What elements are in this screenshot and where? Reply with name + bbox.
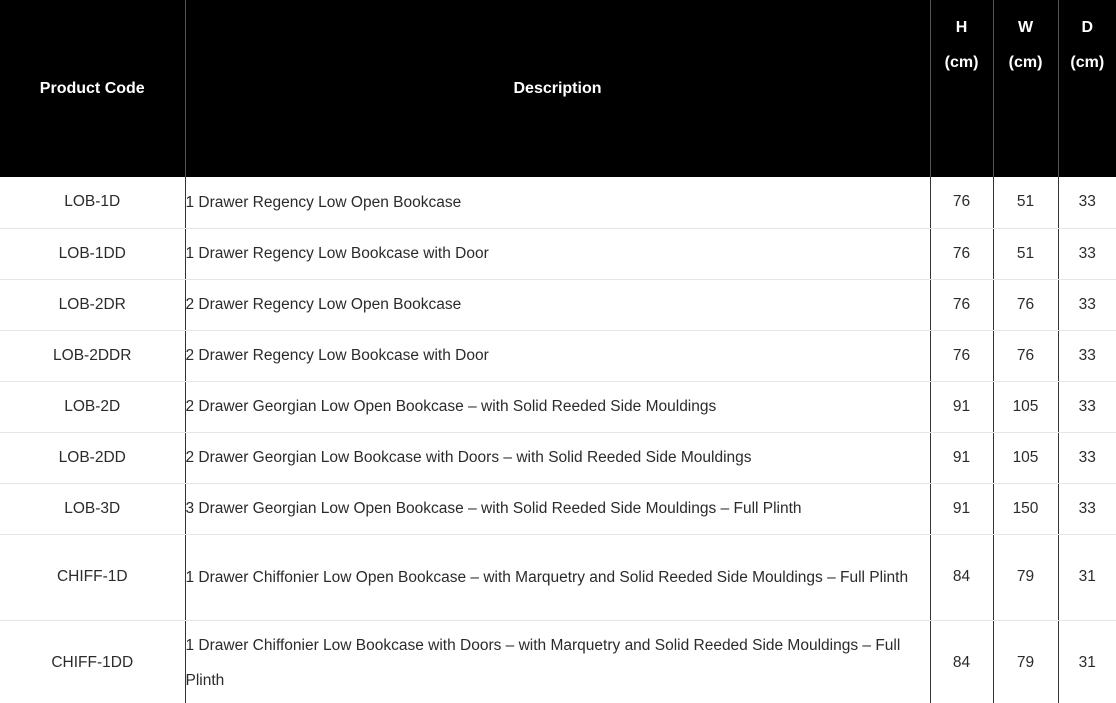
header-depth — [1058, 0, 1116, 177]
table-row — [0, 534, 1116, 620]
depth-cell: 31 — [1058, 534, 1116, 620]
header-row — [0, 0, 1116, 177]
description-cell: 3 Drawer Georgian Low Open Bookcase – with Solid Reeded Side Mouldings – Full Plinth — [185, 483, 930, 534]
depth-cell: 33 — [1058, 279, 1116, 330]
description-cell: 1 Drawer Chiffonier Low Bookcase with Doors – with Marquetry and Solid Reeded Side Mouldings – Full Plinth — [185, 620, 930, 703]
height-cell: 76 — [930, 228, 993, 279]
height-cell: 76 — [930, 279, 993, 330]
width-cell: 51 — [993, 228, 1058, 279]
product-code-cell: LOB-3D — [0, 483, 185, 534]
width-cell: 76 — [993, 279, 1058, 330]
depth-cell: 33 — [1058, 177, 1116, 228]
description-cell: 1 Drawer Chiffonier Low Open Bookcase – with Marquetry and Solid Reeded Side Mouldings – Full Plinth — [185, 534, 930, 620]
width-cell: 51 — [993, 177, 1058, 228]
height-cell: 91 — [930, 483, 993, 534]
table-row — [0, 279, 1116, 330]
product-code-cell: LOB-2DD — [0, 432, 185, 483]
width-cell: 105 — [993, 381, 1058, 432]
depth-cell: 33 — [1058, 432, 1116, 483]
table-row — [0, 330, 1116, 381]
header-description: Description — [185, 0, 930, 177]
header-width — [993, 0, 1058, 177]
depth-cell: 33 — [1058, 381, 1116, 432]
depth-cell: 33 — [1058, 228, 1116, 279]
description-cell: 1 Drawer Regency Low Open Bookcase — [185, 177, 930, 228]
product-code-cell: LOB-2DDR — [0, 330, 185, 381]
product-code-cell: LOB-1DD — [0, 228, 185, 279]
table-row — [0, 228, 1116, 279]
width-cell: 76 — [993, 330, 1058, 381]
width-cell: 150 — [993, 483, 1058, 534]
width-cell: 79 — [993, 620, 1058, 703]
description-cell: 1 Drawer Regency Low Bookcase with Door — [185, 228, 930, 279]
depth-cell: 33 — [1058, 330, 1116, 381]
table-row — [0, 381, 1116, 432]
header-depth-unit: (cm) — [1070, 54, 1105, 71]
width-cell: 79 — [993, 534, 1058, 620]
product-code-cell: LOB-1D — [0, 177, 185, 228]
header-height-label: H — [955, 19, 968, 36]
table-row — [0, 620, 1116, 703]
product-code-cell: CHIFF-1DD — [0, 620, 185, 703]
width-cell: 105 — [993, 432, 1058, 483]
table-row — [0, 483, 1116, 534]
description-cell: 2 Drawer Regency Low Open Bookcase — [185, 279, 930, 330]
header-product-code: Product Code — [0, 0, 185, 177]
height-cell: 91 — [930, 432, 993, 483]
height-cell: 91 — [930, 381, 993, 432]
height-cell: 84 — [930, 620, 993, 703]
header-width-unit: (cm) — [1008, 54, 1043, 71]
product-code-cell: LOB-2DR — [0, 279, 185, 330]
product-code-cell: CHIFF-1D — [0, 534, 185, 620]
depth-cell: 31 — [1058, 620, 1116, 703]
height-cell: 76 — [930, 177, 993, 228]
header-height-unit: (cm) — [944, 54, 979, 71]
header-depth-label: D — [1081, 19, 1094, 36]
description-cell: 2 Drawer Georgian Low Open Bookcase – with Solid Reeded Side Mouldings — [185, 381, 930, 432]
header-width-label: W — [1017, 19, 1034, 36]
table-row — [0, 177, 1116, 228]
table-row — [0, 432, 1116, 483]
description-cell: 2 Drawer Regency Low Bookcase with Door — [185, 330, 930, 381]
header-height — [930, 0, 993, 177]
product-code-cell: LOB-2D — [0, 381, 185, 432]
depth-cell: 33 — [1058, 483, 1116, 534]
description-cell: 2 Drawer Georgian Low Bookcase with Doors – with Solid Reeded Side Mouldings — [185, 432, 930, 483]
height-cell: 76 — [930, 330, 993, 381]
height-cell: 84 — [930, 534, 993, 620]
